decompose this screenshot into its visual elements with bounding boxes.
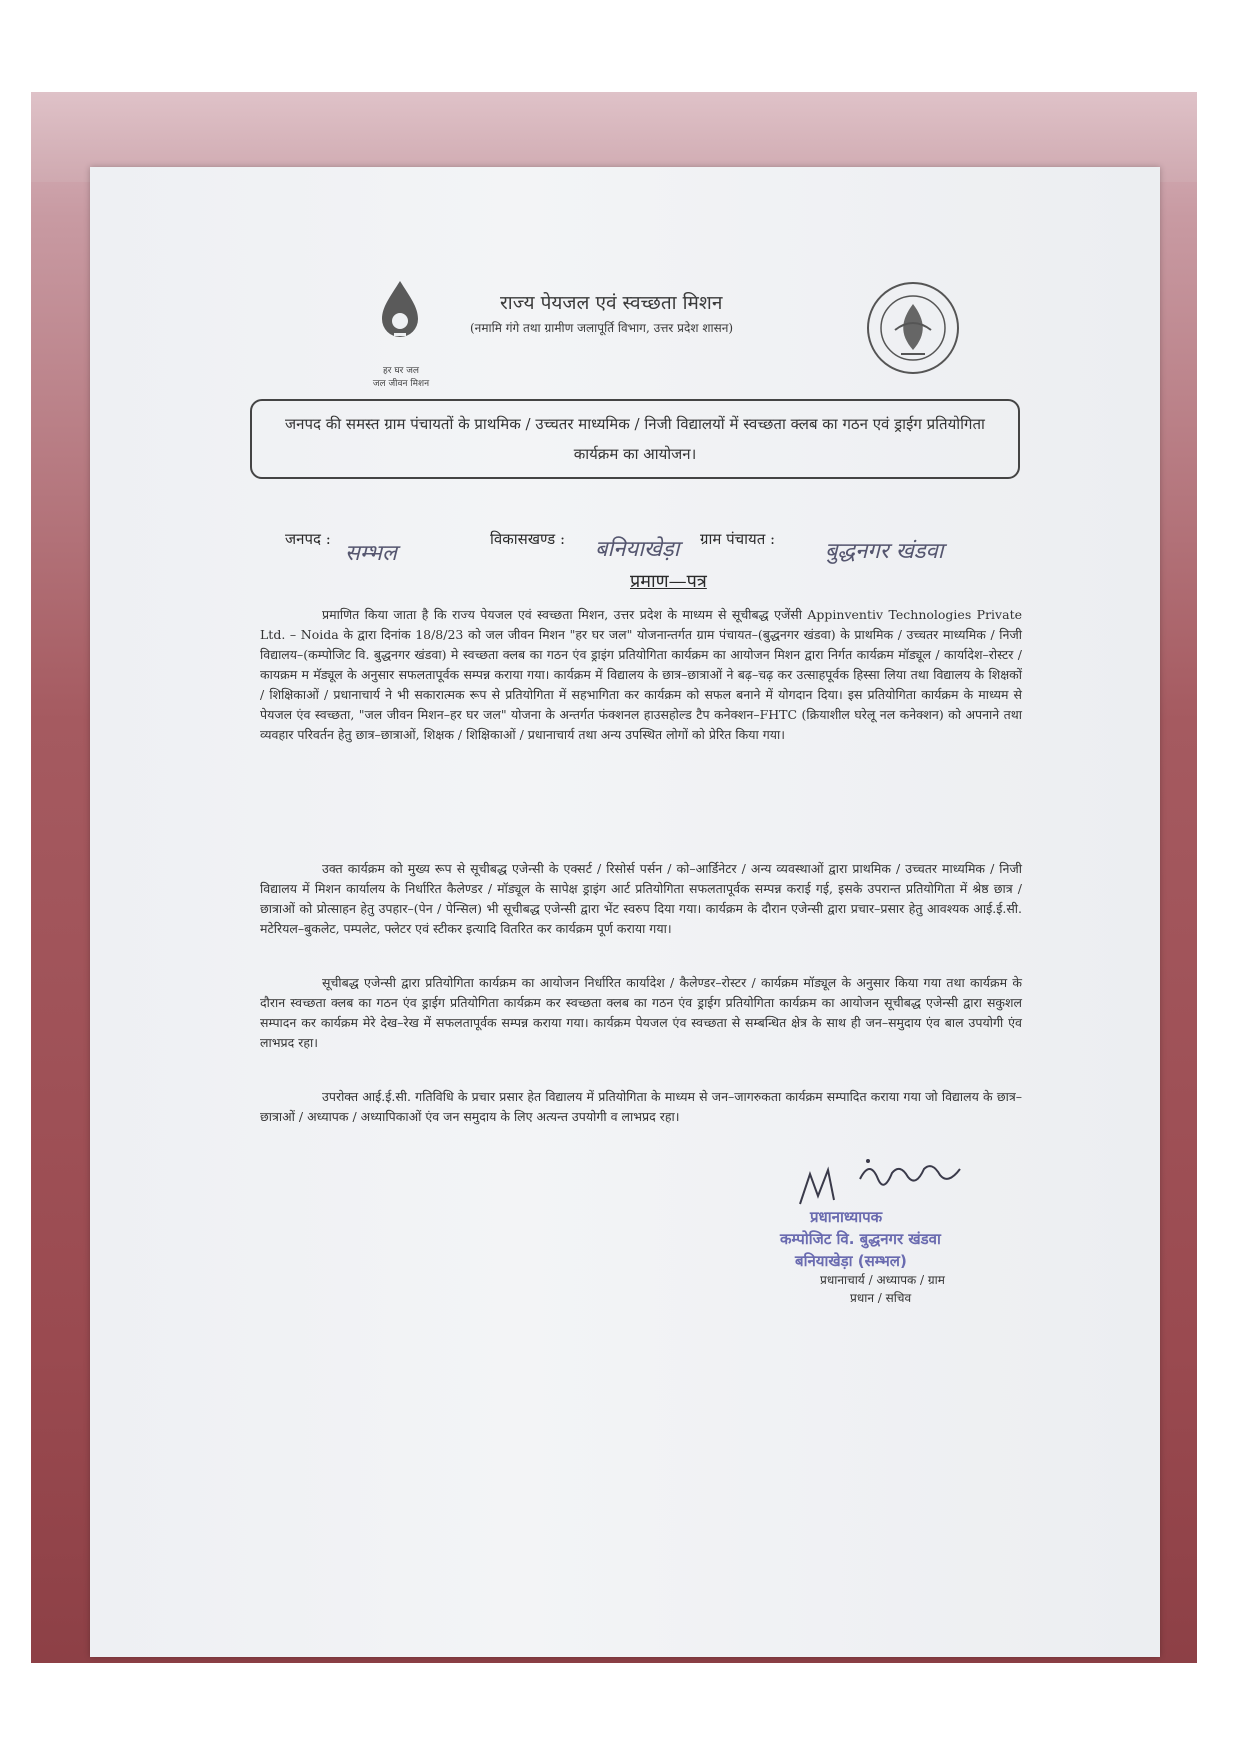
header-title: राज्य पेयजल एवं स्वच्छता मिशन — [500, 292, 723, 314]
header-subtitle: (नमामि गंगे तथा ग्रामीण जलापूर्ति विभाग, उत्तर प्रदेश शासन) — [470, 321, 734, 335]
signature-caption-1: प्रधानाचार्य / अध्यापक / ग्राम — [820, 1273, 945, 1287]
certificate-title: प्रमाण—पत्र — [630, 571, 707, 592]
program-banner: जनपद की समस्त ग्राम पंचायतों के प्राथमिक / उच्चतर माध्यमिक / निजी विद्यालयों में स्वच्छता क्लब का गठन एवं ड्राईग प्रतियोगिता कार्यक्रम का आयोजन। — [250, 399, 1020, 479]
stamp-line-1: प्रधानाध्यापक — [810, 1208, 883, 1226]
gram-panchayat-label: ग्राम पंचायत : — [700, 530, 776, 548]
paragraph-1: प्रमाणित किया जाता है कि राज्य पेयजल एवं स्वच्छता मिशन, उत्तर प्रदेश के माध्यम से सूचीबद्ध एजेंसी Appinventiv Technologies Private Ltd. – Noida के द्वारा दिनांक 18/8/23 को जल जीवन मिशन "हर घर जल" योजनान्तर्गत ग्राम पंचायत–(बुद्धनगर खंडवा) के प्राथमिक / उच्चतर माध्यमिक / निजी विद्यालय–(कम्पोजिट वि. बुद्धनगर खंडवा) मे स्वच्छता क्लब का गठन एंव ड्राइंग प्रतियोगिता कार्यक्रम का आयोजन मिशन द्वारा निर्गत कार्यक्रम मॉड्यूल / कार्यादेश–रोस्टर / कायक्रम म मॅड्यूल के अनुसार सफलतापूर्वक सम्पन्न कराया गया। कार्यक्रम में विद्यालय के छात्र–छात्राओं ने बढ़–चढ़ कर उत्साहपूर्वक हिस्सा लिया तथा विद्यालय के शिक्षकों / शिक्षिकाओं / प्रधानाचार्य ने भी सकारात्मक रूप से प्रतियोगिता में सहभागिता कर कार्यक्रम को सफल बनाने में योगदान दिया। इस प्रतियोगिता कार्यक्रम के माध्यम से पेयजल एंव स्वच्छता, "जल जीवन मिशन–हर घर जल" योजना के अन्तर्गत फंक्शनल हाउसहोल्ड टैप कनेक्शन–FHTC (क्रियाशील घरेलू नल कनेक्शन) को अपनाने तथा व्यवहार परिवर्तन हेतु छात्र–छात्राओं, शिक्षक / शिक्षिकाओं / प्रधानाचार्य तथा अन्य उपस्थित लोगों को प्रेरित किया गया। — [260, 607, 1022, 742]
stamp-line-3: बनियाखेड़ा (सम्भल) — [795, 1252, 907, 1270]
paragraph-3: सूचीबद्ध एजेन्सी द्वारा प्रतियोगिता कार्यक्रम का आयोजन निर्धारित कार्यादेश / कैलेण्डर–रोस्टर / कार्यक्रम मॉड्यूल के अनुसार किया गया तथा कार्यक्रम के दौरान स्वच्छता क्लब का गठन एंव ड्राईग प्रतियोगिता कार्यक्रम कर स्वच्छता क्लब का गठन एंव ड्राईग प्रतियोगिता कार्यक्रम का आयोजन सूचीबद्ध एजेन्सी द्वारा सकुशल सम्पादन कर कार्यक्रम मेरे देख–रेख में सफलतापूर्वक सम्पन्न कराया गया। कार्यक्रम पेयजल एंव स्वच्छता से सम्बन्धित क्षेत्र के साथ ही जन–समुदाय एंव बाल उपयोगी एंव लाभप्रद रहा। — [260, 975, 1022, 1050]
signature-caption-2: प्रधान / सचिव — [850, 1291, 912, 1305]
janpad-label: जनपद : — [285, 530, 331, 548]
block-label: विकासखण्ड : — [490, 530, 566, 548]
paragraph-4: उपरोक्त आई.ई.सी. गतिविधि के प्रचार प्रसार हेत विद्यालय में प्रतियोगिता के माध्यम से जन–जागरुकता कार्यक्रम सम्पादित कराया गया जो विद्यालय के छात्र–छात्राओं / अध्यापक / अध्यापिकाओं एंव जन समुदाय के लिए अत्यन्त उपयोगी व लाभप्रद रहा। — [260, 1089, 1022, 1124]
document-photo — [31, 92, 1197, 1663]
logo-caption: हर घर जल जल जीवन मिशन — [372, 366, 430, 389]
certificate-paper — [90, 167, 1160, 1657]
stamp-line-2: कम्पोजिट वि. बुद्धनगर खंडवा — [780, 1230, 941, 1248]
gram-panchayat-value: बुद्धनगर खंडवा — [825, 539, 944, 564]
har-ghar-jal-logo — [360, 275, 440, 365]
paragraph-2: उक्त कार्यक्रम को मुख्य रूप से सूचीबद्ध एजेन्सी के एक्सर्ट / रिसोर्स पर्सन / को–आर्डिनेटर / अन्य व्यवस्थाओं द्वारा प्राथमिक / उच्चतर माध्यमिक / निजी विद्यालय में मिशन कार्यालय के निर्धारित कैलेण्डर / मॉड्यूल के सापेक्ष ड्राइंग आर्ट प्रतियोगिता सफलतापूर्वक सम्पन्न कराई गई, इसके उपरान्त प्रतियोगिता में श्रेष्ठ छात्र / छात्राओं को प्रोत्साहन हेतु उपहार–(पेन / पेन्सिल) भी सूचीबद्ध एजेन्सी द्वारा भेंट स्वरुप दिया गया। कार्यक्रम के दौरान एजेन्सी द्वारा प्रचार–प्रसार हेतु आवश्यक आई.ई.सी. मटेरियल–बुकलेट, पम्पलेट, फ्लेटर एवं स्टीकर इत्यादि वितरित कर कार्यक्रम पूर्ण कराया गया। — [260, 861, 1022, 936]
janpad-value: सम्भल — [345, 541, 397, 566]
block-value: बनियाखेड़ा — [595, 537, 680, 562]
up-government-emblem — [865, 280, 961, 376]
